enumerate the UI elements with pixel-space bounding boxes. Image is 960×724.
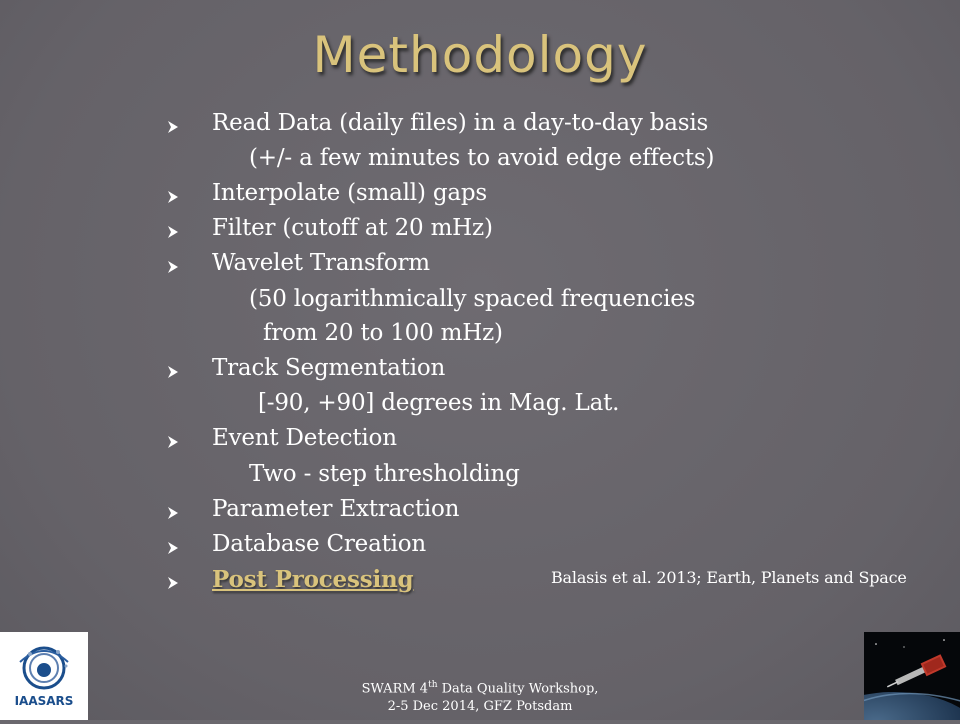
bullet-filter: Filter (cutoff at 20 mHz) <box>212 215 493 241</box>
arrow-bullet-icon <box>166 120 180 134</box>
bullet-wavelet-sub-2: from 20 to 100 mHz) <box>263 320 503 346</box>
footer-superscript: th <box>428 680 438 690</box>
bullet-wavelet: Wavelet Transform <box>212 250 430 276</box>
arrow-bullet-icon <box>166 190 180 204</box>
footer-line-2: 2-5 Dec 2014, GFZ Potsdam <box>387 699 573 715</box>
bullet-parameter-extraction: Parameter Extraction <box>212 496 460 522</box>
footer-workshop: Data Quality Workshop, <box>437 681 599 697</box>
slide-title: Methodology <box>312 26 648 84</box>
footer <box>250 676 710 716</box>
arrow-bullet-icon <box>166 435 180 449</box>
citation: Balasis et al. 2013; Earth, Planets and Space <box>551 568 907 587</box>
bullet-read-data: Read Data (daily files) in a day-to-day basis <box>212 110 709 136</box>
arrow-bullet-icon <box>166 225 180 239</box>
arrow-bullet-icon <box>166 541 180 555</box>
bullet-interpolate: Interpolate (small) gaps <box>212 180 488 206</box>
satellite-image <box>864 632 960 720</box>
bullet-read-data-sub: (+/- a few minutes to avoid edge effects) <box>249 145 715 171</box>
bullet-event-detection-sub: Two - step thresholding <box>249 461 520 487</box>
arrow-bullet-icon <box>166 260 180 274</box>
arrow-bullet-icon <box>166 506 180 520</box>
bullet-track-segmentation-sub: [-90, +90] degrees in Mag. Lat. <box>258 390 620 416</box>
logo-text: IAASARS <box>14 694 74 708</box>
bullet-database-creation: Database Creation <box>212 531 427 557</box>
footer-event: SWARM 4 <box>361 681 429 697</box>
bullet-track-segmentation: Track Segmentation <box>212 355 446 381</box>
satellite-icon <box>864 632 960 720</box>
iaasars-logo <box>0 632 88 720</box>
arrow-bullet-icon <box>166 576 180 590</box>
arrow-bullet-icon <box>166 365 180 379</box>
bullet-wavelet-sub-1: (50 logarithmically spaced frequencies <box>249 286 696 312</box>
footer-line-1 <box>250 676 710 698</box>
bullet-event-detection: Event Detection <box>212 425 397 451</box>
post-processing-link[interactable]: Post Processing <box>212 566 414 593</box>
